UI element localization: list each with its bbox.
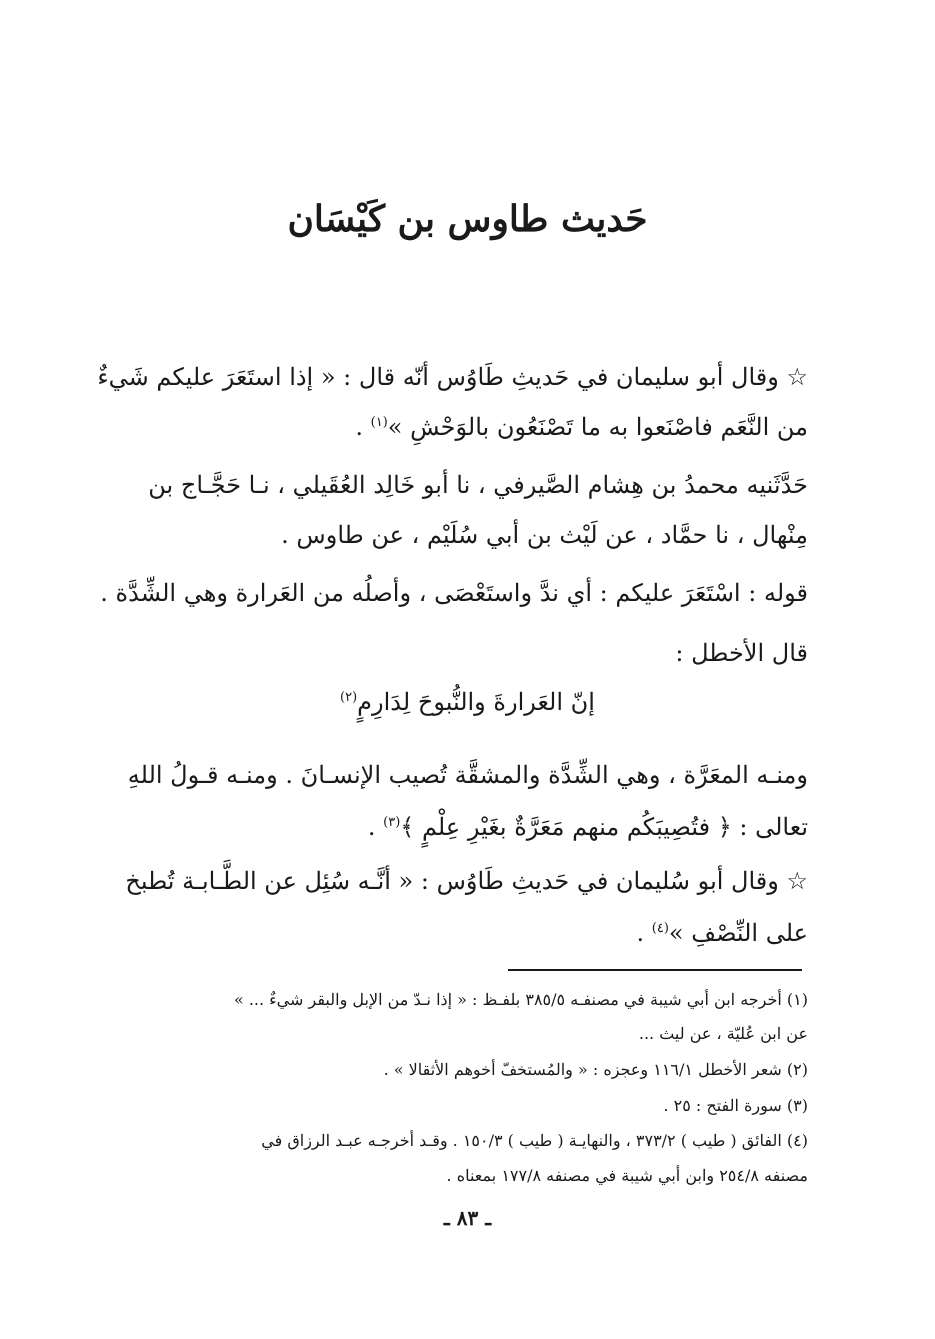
footnote-1-line-2: عن ابن عُليّة ، عن ليث ... [638,1024,808,1043]
paragraph-1-line-2 [128,402,808,448]
paragraph-5-line-2 [128,802,808,848]
paragraph-5-end: . [367,813,384,841]
footnote-ref-4: (٤) [651,921,669,936]
paragraph-5-text: تعالى : ﴿ فتُصِيبَكُم منهم مَعَرَّةٌ بغَيْرِ عِلْمٍ ﴾ [400,813,808,841]
footnote-ref-2: (٢) [340,690,358,705]
paragraph-3-line-1: قوله : اسْتَعَرَ عليكم : أي ندَّ واستَعْصَى ، وأصلُه من العَرارة وهي الشِّدَّة . [100,579,808,607]
paragraph-1-line-1: ☆ وقال أبو سليمان في حَديثِ طَاوُس أنّه قال : « إذا استَعَرَ عليكم شَيءٌ [97,363,808,391]
footnote-4-line-2: مصنفه ٢٥٤/٨ وابن أبي شيبة في مصنفه ١٧٧/٨ بمعناه . [446,1166,808,1185]
paragraph-5-line-1: ومنـه المعَرَّة ، وهي الشِّدَّة والمشقَّة تُصيب الإنسـانَ . ومنـه قـولُ اللهِ [127,761,808,789]
footnote-separator [508,969,802,971]
page-number: ـ ٨٣ ـ [443,1206,492,1230]
footnote-4-line-1: (٤) الفائق ( طيب ) ٣٧٣/٢ ، والنهايـة ( طيب ) ١٥٠/٣ . وقـد أخرجـه عبـد الرزاق في [261,1131,808,1150]
footnote-2: (٢) شعر الأخطل ١١٦/١ وعجزه : « والمُستخفّ أخوهم الأثقالا » . [383,1060,808,1079]
footnote-3: (٣) سورة الفتح : ٢٥ . [663,1096,808,1115]
footnote-1-line-1: (١) أخرجه ابن أبي شيبة في مصنفـه ٣٨٥/٥ بلفـظ : « إذا نـدّ من الإبل والبقر شيءٌ ... » [233,990,808,1009]
paragraph-2-line-1: حَدَّثَنيه محمدُ بن هِشام الصَّيرفي ، نا أبو خَالِد العُقَيلي ، نـا حَجَّـاج بن [148,471,808,499]
paragraph-6-line-1: ☆ وقال أبو سُليمان في حَديثِ طَاوُس : « أنَّـه سُئِل عن الطَّـابـة تُطبخ [125,867,808,895]
paragraph-2-line-2: مِنْهال ، نا حمَّاد ، عن لَيْث بن أبي سُلَيْم ، عن طاوس . [281,521,808,549]
paragraph-6-end: . [636,919,652,947]
paragraph-6-text: على النِّصْفِ » [668,919,808,947]
poetry-verse [0,688,935,716]
footnote-ref-3: (٣) [383,815,401,830]
verse-text: إنّ العَرارةَ والنُّبوحَ لِدَارِمٍ [357,688,595,716]
paragraph-1-end: . [355,413,371,441]
footnote-ref-1: (١) [370,415,388,430]
paragraph-6-line-2 [128,908,808,954]
paragraph-1-text: من النَّعَم فاصْنَعوا به ما تَصْنَعُون بالوَحْشِ » [387,413,808,441]
page-title: حَديث طاوس بن كَيْسَان [287,198,648,240]
paragraph-4-line-1: قال الأخطل : [675,639,808,667]
